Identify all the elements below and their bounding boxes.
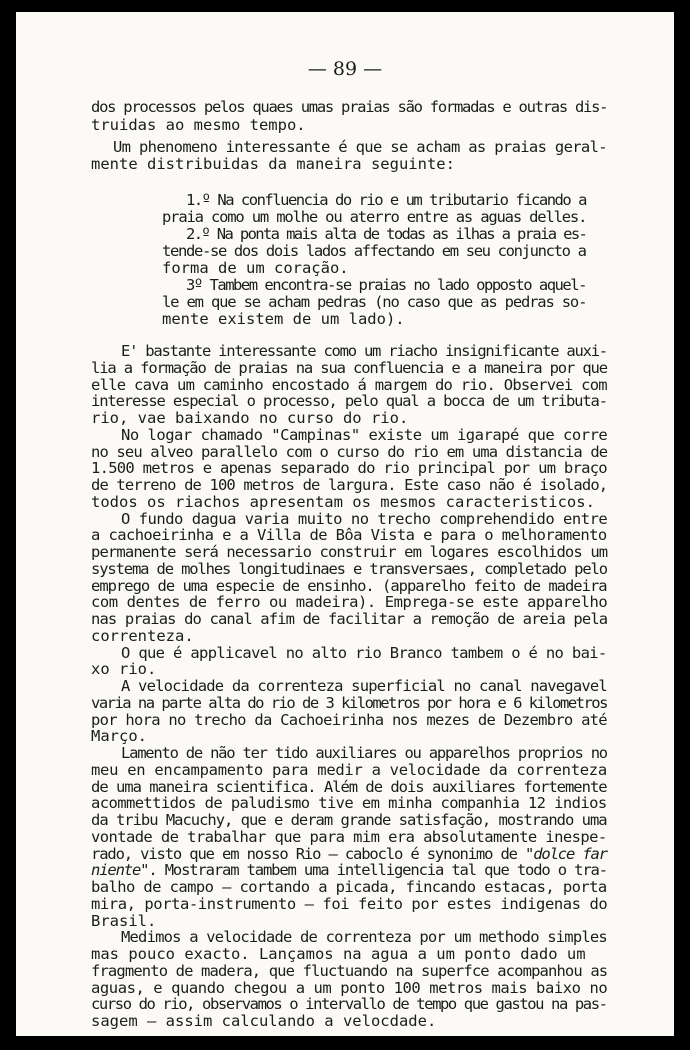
text-line: de terreno de 100 metros de largura. Este caso não é isolado, [91,476,608,494]
text-line: por hora no trecho da Cachoeirinha nos mezes de Dezembro até [91,711,607,729]
text-line: vontade de trabalhar que para mim era absolutamente inespe- [91,828,607,846]
text-line: Março. [91,727,147,745]
text-line: dos processos pelos quaes umas praias são formadas e outras dis- [91,98,608,116]
text-line: permanente será necessario construir em logares escolhidos um [91,543,608,561]
text-line: interesse especial o processo, pelo qual a bocca de um tributa- [91,392,607,410]
text-line: O fundo dagua varia muito no trecho comprehendido entre [121,510,608,528]
italic-phrase: niente" [91,861,149,879]
text-line: tende-se dos dois lados affectando em seu conjuncto a [162,242,586,260]
text-line: com dentes de ferro ou madeira). Emprega-se este apparelho [91,593,608,611]
text-line: Brasil. [91,912,157,930]
text-line: acommettidos de paludismo tive em minha companhia 12 indios [91,794,607,812]
page-number: — 89 — [307,58,383,80]
text-line: A velocidade da correnteza superficial no canal navegavel [121,677,607,695]
text-line: mas pouco exacto. Lançamos na agua a um ponto dado um [91,945,586,963]
text-line: truidas ao mesmo tempo. [91,116,306,134]
text-line: de uma maneira scientifica. Além de dois auxiliares fortemente [91,778,607,796]
text-line: varia na parte alta do rio de 3 kilometros por hora e 6 kilometros [91,694,607,712]
italic-phrase: "dolce far [525,845,607,863]
text-line: a cachoeirinha e a Villa de Bôa Vista e para o melhoramento [91,526,607,544]
text-line: No logar chamado "Campinas" existe um igarapé que corre [121,426,608,444]
text-line: le em que se acham pedras (no caso que as pedras so- [162,293,587,311]
text-line: Um phenomeno interessante é que se acham as praias geral- [113,138,607,156]
text-span: rado, visto que em nosso Rio — caboclo é synonimo de [91,845,526,863]
text-line: no seu alveo parallelo com o curso do rio em uma distancia de [91,443,608,461]
text-line: xo rio. [91,660,157,678]
text-line [91,861,607,879]
text-line: correnteza. [91,627,194,645]
text-line: 2.º Na ponta mais alta de todas as ilhas a praia es- [186,225,587,243]
text-line: da tribu Macuchy, que e deram grande satisfação, mostrando uma [91,811,607,829]
text-line: nas praias do canal afim de facilitar a remoção de areia pela [91,610,608,628]
text-line: forma de um coração. [162,259,349,277]
text-line: E' bastante interessante como um riacho insignificante auxi- [121,342,607,360]
text-line: Lamento de não ter tido auxiliares ou apparelhos proprios no [121,744,607,762]
text-line: emprego de uma especie de ensinho. (apparelho feito de madeira [91,577,607,595]
text-line: sagem — assim calculando a velocdade. [91,1012,437,1030]
text-span: . Mostraram tambem uma intelligencia tal que todo o tra- [148,861,607,879]
document-page [16,12,674,1036]
text-line: fragmento de madera, que fluctuando na superfce acompanhou as [91,962,608,980]
text-line: Medimos a velocidade de correnteza por um methodo simples [121,928,607,946]
text-line: praia como um molhe ou aterro entre as aguas delles. [162,208,587,226]
text-line: lia a formação de praias na sua confluencia e a maneira por que [91,359,607,377]
text-line: aguas, e quando chegou a um ponto 100 metros mais baixo no [91,979,608,997]
text-line: meu en encampamento para medir a velocidade da correnteza [91,761,607,779]
text-line: mira, porta-instrumento — foi feito por estes indigenas do [91,895,608,913]
text-line: rio, vae baixando no curso do rio. [91,409,409,427]
text-line: mente existem de um lado). [162,310,405,328]
text-line: curso do rio, observamos o intervallo de tempo que gastou na pas- [91,995,607,1013]
text-line: 3º Tambem encontra-se praias no lado opposto aquel- [186,276,586,294]
text-line: todos os riachos apresentam os mesmos caracteristicos. [91,493,595,511]
text-line: 1.500 metros e apenas separado do rio principal por um braço [91,459,607,477]
text-line: 1.º Na confluencia do rio e um tributario ficando a [186,191,586,209]
text-line: O que é applicavel no alto rio Branco tambem o é no bai- [121,644,607,662]
text-line: systema de molhes longitudinaes e transversaes, completado pelo [91,560,607,578]
text-line: balho de campo — cortando a picada, fincando estacas, porta [91,878,607,896]
text-line: elle cava um caminho encostado á margem do rio. Observei com [91,376,607,394]
text-line: mente distribuidas da maneira seguinte: [91,155,455,173]
